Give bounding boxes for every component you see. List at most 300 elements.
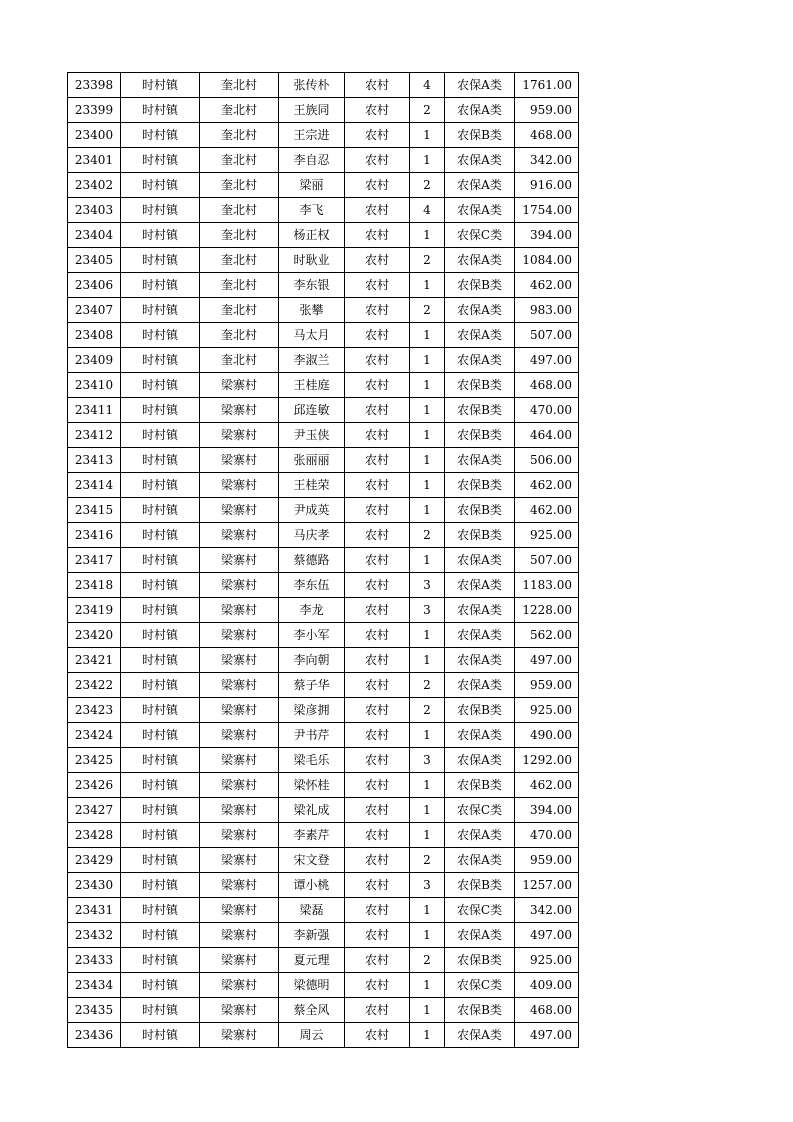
amount-cell: 464.00 xyxy=(515,423,579,448)
record-id-cell: 23431 xyxy=(68,898,121,923)
table-row xyxy=(68,673,579,698)
amount-cell: 394.00 xyxy=(515,223,579,248)
person-name-cell: 尹玉侠 xyxy=(279,423,345,448)
person-name-cell: 夏元理 xyxy=(279,948,345,973)
record-id-cell: 23401 xyxy=(68,148,121,173)
member-count-cell: 2 xyxy=(410,848,445,873)
household-type-cell: 农村 xyxy=(345,523,410,548)
record-id-cell: 23435 xyxy=(68,998,121,1023)
village-name-cell: 奎北村 xyxy=(200,198,279,223)
amount-cell: 959.00 xyxy=(515,848,579,873)
table-row xyxy=(68,723,579,748)
table-row xyxy=(68,248,579,273)
amount-cell: 1292.00 xyxy=(515,748,579,773)
insurance-category-cell: 农保B类 xyxy=(445,123,515,148)
member-count-cell: 1 xyxy=(410,123,445,148)
record-id-cell: 23419 xyxy=(68,598,121,623)
village-name-cell: 梁寨村 xyxy=(200,423,279,448)
member-count-cell: 1 xyxy=(410,798,445,823)
village-name-cell: 梁寨村 xyxy=(200,673,279,698)
household-type-cell: 农村 xyxy=(345,248,410,273)
household-type-cell: 农村 xyxy=(345,198,410,223)
table-row xyxy=(68,548,579,573)
person-name-cell: 宋文登 xyxy=(279,848,345,873)
member-count-cell: 1 xyxy=(410,923,445,948)
amount-cell: 490.00 xyxy=(515,723,579,748)
member-count-cell: 3 xyxy=(410,873,445,898)
insurance-category-cell: 农保A类 xyxy=(445,198,515,223)
record-id-cell: 23424 xyxy=(68,723,121,748)
member-count-cell: 1 xyxy=(410,623,445,648)
member-count-cell: 1 xyxy=(410,648,445,673)
household-type-cell: 农村 xyxy=(345,648,410,673)
village-name-cell: 奎北村 xyxy=(200,73,279,98)
town-name-cell: 时村镇 xyxy=(121,823,200,848)
record-id-cell: 23427 xyxy=(68,798,121,823)
household-type-cell: 农村 xyxy=(345,448,410,473)
town-name-cell: 时村镇 xyxy=(121,873,200,898)
record-id-cell: 23399 xyxy=(68,98,121,123)
member-count-cell: 2 xyxy=(410,248,445,273)
village-name-cell: 奎北村 xyxy=(200,173,279,198)
person-name-cell: 梁礼成 xyxy=(279,798,345,823)
insurance-category-cell: 农保B类 xyxy=(445,523,515,548)
insurance-category-cell: 农保B类 xyxy=(445,948,515,973)
amount-cell: 342.00 xyxy=(515,148,579,173)
insurance-category-cell: 农保B类 xyxy=(445,498,515,523)
village-name-cell: 梁寨村 xyxy=(200,573,279,598)
village-name-cell: 梁寨村 xyxy=(200,873,279,898)
insurance-category-cell: 农保C类 xyxy=(445,798,515,823)
record-id-cell: 23422 xyxy=(68,673,121,698)
person-name-cell: 蔡德路 xyxy=(279,548,345,573)
town-name-cell: 时村镇 xyxy=(121,423,200,448)
household-type-cell: 农村 xyxy=(345,623,410,648)
amount-cell: 342.00 xyxy=(515,898,579,923)
record-id-cell: 23426 xyxy=(68,773,121,798)
record-id-cell: 23416 xyxy=(68,523,121,548)
record-id-cell: 23407 xyxy=(68,298,121,323)
village-name-cell: 梁寨村 xyxy=(200,473,279,498)
insurance-category-cell: 农保A类 xyxy=(445,723,515,748)
person-name-cell: 梁彦拥 xyxy=(279,698,345,723)
person-name-cell: 梁磊 xyxy=(279,898,345,923)
member-count-cell: 1 xyxy=(410,548,445,573)
insurance-category-cell: 农保A类 xyxy=(445,1023,515,1048)
record-id-cell: 23408 xyxy=(68,323,121,348)
amount-cell: 1761.00 xyxy=(515,73,579,98)
household-type-cell: 农村 xyxy=(345,698,410,723)
record-id-cell: 23415 xyxy=(68,498,121,523)
record-id-cell: 23403 xyxy=(68,198,121,223)
village-name-cell: 梁寨村 xyxy=(200,523,279,548)
insurance-category-cell: 农保B类 xyxy=(445,773,515,798)
table-body xyxy=(68,73,579,1048)
amount-cell: 1084.00 xyxy=(515,248,579,273)
amount-cell: 959.00 xyxy=(515,98,579,123)
record-id-cell: 23417 xyxy=(68,548,121,573)
table-row xyxy=(68,273,579,298)
household-type-cell: 农村 xyxy=(345,173,410,198)
town-name-cell: 时村镇 xyxy=(121,973,200,998)
household-type-cell: 农村 xyxy=(345,773,410,798)
member-count-cell: 1 xyxy=(410,498,445,523)
person-name-cell: 张传朴 xyxy=(279,73,345,98)
amount-cell: 468.00 xyxy=(515,123,579,148)
town-name-cell: 时村镇 xyxy=(121,598,200,623)
household-type-cell: 农村 xyxy=(345,423,410,448)
table-row xyxy=(68,923,579,948)
person-name-cell: 李素芹 xyxy=(279,823,345,848)
person-name-cell: 邱连敏 xyxy=(279,398,345,423)
insurance-category-cell: 农保A类 xyxy=(445,248,515,273)
amount-cell: 959.00 xyxy=(515,673,579,698)
insurance-category-cell: 农保A类 xyxy=(445,823,515,848)
person-name-cell: 王桂庭 xyxy=(279,373,345,398)
household-type-cell: 农村 xyxy=(345,573,410,598)
person-name-cell: 杨正权 xyxy=(279,223,345,248)
insurance-category-cell: 农保A类 xyxy=(445,323,515,348)
table-row xyxy=(68,498,579,523)
record-id-cell: 23409 xyxy=(68,348,121,373)
town-name-cell: 时村镇 xyxy=(121,998,200,1023)
village-name-cell: 梁寨村 xyxy=(200,798,279,823)
amount-cell: 462.00 xyxy=(515,498,579,523)
record-id-cell: 23423 xyxy=(68,698,121,723)
member-count-cell: 1 xyxy=(410,773,445,798)
table-row xyxy=(68,423,579,448)
town-name-cell: 时村镇 xyxy=(121,473,200,498)
village-name-cell: 梁寨村 xyxy=(200,598,279,623)
village-name-cell: 梁寨村 xyxy=(200,898,279,923)
village-name-cell: 奎北村 xyxy=(200,323,279,348)
table-row xyxy=(68,798,579,823)
person-name-cell: 李自忍 xyxy=(279,148,345,173)
insurance-category-cell: 农保B类 xyxy=(445,873,515,898)
town-name-cell: 时村镇 xyxy=(121,98,200,123)
table-row xyxy=(68,598,579,623)
table-row xyxy=(68,648,579,673)
town-name-cell: 时村镇 xyxy=(121,1023,200,1048)
village-name-cell: 梁寨村 xyxy=(200,998,279,1023)
household-type-cell: 农村 xyxy=(345,473,410,498)
amount-cell: 1183.00 xyxy=(515,573,579,598)
village-name-cell: 奎北村 xyxy=(200,248,279,273)
record-id-cell: 23436 xyxy=(68,1023,121,1048)
table-row xyxy=(68,573,579,598)
town-name-cell: 时村镇 xyxy=(121,223,200,248)
household-type-cell: 农村 xyxy=(345,723,410,748)
household-type-cell: 农村 xyxy=(345,273,410,298)
village-name-cell: 梁寨村 xyxy=(200,398,279,423)
amount-cell: 497.00 xyxy=(515,348,579,373)
town-name-cell: 时村镇 xyxy=(121,123,200,148)
person-name-cell: 王桂荣 xyxy=(279,473,345,498)
household-type-cell: 农村 xyxy=(345,1023,410,1048)
member-count-cell: 1 xyxy=(410,723,445,748)
record-id-cell: 23414 xyxy=(68,473,121,498)
village-name-cell: 梁寨村 xyxy=(200,373,279,398)
village-name-cell: 梁寨村 xyxy=(200,548,279,573)
insurance-category-cell: 农保A类 xyxy=(445,548,515,573)
table-row xyxy=(68,623,579,648)
insurance-category-cell: 农保A类 xyxy=(445,923,515,948)
person-name-cell: 尹成英 xyxy=(279,498,345,523)
insurance-category-cell: 农保A类 xyxy=(445,348,515,373)
person-name-cell: 李淑兰 xyxy=(279,348,345,373)
insurance-category-cell: 农保C类 xyxy=(445,223,515,248)
household-type-cell: 农村 xyxy=(345,498,410,523)
village-name-cell: 梁寨村 xyxy=(200,623,279,648)
record-id-cell: 23420 xyxy=(68,623,121,648)
insurance-category-cell: 农保C类 xyxy=(445,898,515,923)
amount-cell: 1228.00 xyxy=(515,598,579,623)
amount-cell: 925.00 xyxy=(515,698,579,723)
amount-cell: 507.00 xyxy=(515,323,579,348)
household-type-cell: 农村 xyxy=(345,848,410,873)
town-name-cell: 时村镇 xyxy=(121,723,200,748)
table-row xyxy=(68,323,579,348)
member-count-cell: 1 xyxy=(410,273,445,298)
record-id-cell: 23402 xyxy=(68,173,121,198)
town-name-cell: 时村镇 xyxy=(121,573,200,598)
village-name-cell: 奎北村 xyxy=(200,98,279,123)
insurance-category-cell: 农保B类 xyxy=(445,473,515,498)
record-id-cell: 23404 xyxy=(68,223,121,248)
household-type-cell: 农村 xyxy=(345,823,410,848)
person-name-cell: 李新强 xyxy=(279,923,345,948)
amount-cell: 983.00 xyxy=(515,298,579,323)
member-count-cell: 1 xyxy=(410,323,445,348)
household-type-cell: 农村 xyxy=(345,948,410,973)
person-name-cell: 梁毛乐 xyxy=(279,748,345,773)
village-name-cell: 奎北村 xyxy=(200,298,279,323)
member-count-cell: 1 xyxy=(410,223,445,248)
household-type-cell: 农村 xyxy=(345,73,410,98)
household-type-cell: 农村 xyxy=(345,373,410,398)
town-name-cell: 时村镇 xyxy=(121,148,200,173)
person-name-cell: 王族同 xyxy=(279,98,345,123)
table-row xyxy=(68,173,579,198)
record-id-cell: 23400 xyxy=(68,123,121,148)
village-name-cell: 奎北村 xyxy=(200,348,279,373)
amount-cell: 409.00 xyxy=(515,973,579,998)
village-name-cell: 梁寨村 xyxy=(200,748,279,773)
record-id-cell: 23428 xyxy=(68,823,121,848)
household-type-cell: 农村 xyxy=(345,673,410,698)
member-count-cell: 1 xyxy=(410,148,445,173)
town-name-cell: 时村镇 xyxy=(121,173,200,198)
village-name-cell: 梁寨村 xyxy=(200,723,279,748)
town-name-cell: 时村镇 xyxy=(121,498,200,523)
town-name-cell: 时村镇 xyxy=(121,198,200,223)
person-name-cell: 蔡全风 xyxy=(279,998,345,1023)
table-row xyxy=(68,198,579,223)
town-name-cell: 时村镇 xyxy=(121,373,200,398)
village-name-cell: 梁寨村 xyxy=(200,823,279,848)
village-name-cell: 梁寨村 xyxy=(200,773,279,798)
member-count-cell: 3 xyxy=(410,573,445,598)
person-name-cell: 李东伍 xyxy=(279,573,345,598)
town-name-cell: 时村镇 xyxy=(121,298,200,323)
record-id-cell: 23433 xyxy=(68,948,121,973)
village-name-cell: 梁寨村 xyxy=(200,848,279,873)
member-count-cell: 2 xyxy=(410,698,445,723)
insurance-category-cell: 农保B类 xyxy=(445,398,515,423)
insurance-category-cell: 农保B类 xyxy=(445,273,515,298)
amount-cell: 394.00 xyxy=(515,798,579,823)
table-row xyxy=(68,298,579,323)
person-name-cell: 张丽丽 xyxy=(279,448,345,473)
town-name-cell: 时村镇 xyxy=(121,523,200,548)
amount-cell: 925.00 xyxy=(515,948,579,973)
village-name-cell: 梁寨村 xyxy=(200,923,279,948)
village-name-cell: 梁寨村 xyxy=(200,648,279,673)
record-id-cell: 23398 xyxy=(68,73,121,98)
insurance-category-cell: 农保B类 xyxy=(445,423,515,448)
amount-cell: 562.00 xyxy=(515,623,579,648)
village-name-cell: 梁寨村 xyxy=(200,498,279,523)
amount-cell: 468.00 xyxy=(515,998,579,1023)
person-name-cell: 李小军 xyxy=(279,623,345,648)
insurance-category-cell: 农保A类 xyxy=(445,748,515,773)
insurance-category-cell: 农保A类 xyxy=(445,648,515,673)
insurance-category-cell: 农保A类 xyxy=(445,298,515,323)
table-row xyxy=(68,348,579,373)
table-row xyxy=(68,123,579,148)
person-name-cell: 时耿业 xyxy=(279,248,345,273)
person-name-cell: 尹书芹 xyxy=(279,723,345,748)
household-type-cell: 农村 xyxy=(345,123,410,148)
person-name-cell: 蔡子华 xyxy=(279,673,345,698)
household-type-cell: 农村 xyxy=(345,923,410,948)
record-id-cell: 23405 xyxy=(68,248,121,273)
household-type-cell: 农村 xyxy=(345,973,410,998)
household-type-cell: 农村 xyxy=(345,598,410,623)
insurance-category-cell: 农保A类 xyxy=(445,173,515,198)
member-count-cell: 4 xyxy=(410,198,445,223)
household-type-cell: 农村 xyxy=(345,348,410,373)
insurance-category-cell: 农保A类 xyxy=(445,623,515,648)
table-row xyxy=(68,1023,579,1048)
table-row xyxy=(68,873,579,898)
member-count-cell: 4 xyxy=(410,73,445,98)
member-count-cell: 2 xyxy=(410,673,445,698)
amount-cell: 916.00 xyxy=(515,173,579,198)
household-type-cell: 农村 xyxy=(345,148,410,173)
member-count-cell: 1 xyxy=(410,423,445,448)
table-row xyxy=(68,948,579,973)
amount-cell: 925.00 xyxy=(515,523,579,548)
member-count-cell: 1 xyxy=(410,898,445,923)
household-type-cell: 农村 xyxy=(345,323,410,348)
amount-cell: 468.00 xyxy=(515,373,579,398)
person-name-cell: 梁怀桂 xyxy=(279,773,345,798)
insurance-category-cell: 农保A类 xyxy=(445,148,515,173)
amount-cell: 497.00 xyxy=(515,648,579,673)
table-row xyxy=(68,998,579,1023)
amount-cell: 506.00 xyxy=(515,448,579,473)
member-count-cell: 1 xyxy=(410,473,445,498)
table-row xyxy=(68,773,579,798)
village-name-cell: 奎北村 xyxy=(200,223,279,248)
insurance-category-cell: 农保A类 xyxy=(445,573,515,598)
person-name-cell: 梁德明 xyxy=(279,973,345,998)
table-row xyxy=(68,473,579,498)
insurance-category-cell: 农保A类 xyxy=(445,98,515,123)
town-name-cell: 时村镇 xyxy=(121,923,200,948)
record-id-cell: 23411 xyxy=(68,398,121,423)
amount-cell: 462.00 xyxy=(515,773,579,798)
member-count-cell: 2 xyxy=(410,523,445,548)
household-type-cell: 农村 xyxy=(345,748,410,773)
household-type-cell: 农村 xyxy=(345,873,410,898)
household-type-cell: 农村 xyxy=(345,998,410,1023)
amount-cell: 1754.00 xyxy=(515,198,579,223)
record-id-cell: 23421 xyxy=(68,648,121,673)
village-name-cell: 梁寨村 xyxy=(200,1023,279,1048)
record-id-cell: 23432 xyxy=(68,923,121,948)
village-name-cell: 奎北村 xyxy=(200,273,279,298)
person-name-cell: 李龙 xyxy=(279,598,345,623)
insurance-category-cell: 农保A类 xyxy=(445,73,515,98)
town-name-cell: 时村镇 xyxy=(121,248,200,273)
record-id-cell: 23412 xyxy=(68,423,121,448)
member-count-cell: 1 xyxy=(410,998,445,1023)
record-id-cell: 23430 xyxy=(68,873,121,898)
town-name-cell: 时村镇 xyxy=(121,73,200,98)
town-name-cell: 时村镇 xyxy=(121,698,200,723)
village-name-cell: 奎北村 xyxy=(200,123,279,148)
household-type-cell: 农村 xyxy=(345,398,410,423)
member-count-cell: 1 xyxy=(410,973,445,998)
insurance-category-cell: 农保B类 xyxy=(445,698,515,723)
records-table xyxy=(67,72,579,1048)
member-count-cell: 1 xyxy=(410,398,445,423)
amount-cell: 470.00 xyxy=(515,398,579,423)
table-row xyxy=(68,698,579,723)
table-row xyxy=(68,148,579,173)
town-name-cell: 时村镇 xyxy=(121,448,200,473)
town-name-cell: 时村镇 xyxy=(121,273,200,298)
person-name-cell: 马庆孝 xyxy=(279,523,345,548)
member-count-cell: 2 xyxy=(410,298,445,323)
member-count-cell: 2 xyxy=(410,173,445,198)
village-name-cell: 梁寨村 xyxy=(200,448,279,473)
town-name-cell: 时村镇 xyxy=(121,623,200,648)
table-row xyxy=(68,848,579,873)
town-name-cell: 时村镇 xyxy=(121,748,200,773)
town-name-cell: 时村镇 xyxy=(121,848,200,873)
person-name-cell: 周云 xyxy=(279,1023,345,1048)
member-count-cell: 1 xyxy=(410,1023,445,1048)
insurance-category-cell: 农保B类 xyxy=(445,373,515,398)
village-name-cell: 梁寨村 xyxy=(200,698,279,723)
record-id-cell: 23434 xyxy=(68,973,121,998)
person-name-cell: 李向朝 xyxy=(279,648,345,673)
insurance-category-cell: 农保A类 xyxy=(445,598,515,623)
amount-cell: 497.00 xyxy=(515,1023,579,1048)
table-row xyxy=(68,448,579,473)
person-name-cell: 李飞 xyxy=(279,198,345,223)
member-count-cell: 1 xyxy=(410,448,445,473)
household-type-cell: 农村 xyxy=(345,898,410,923)
town-name-cell: 时村镇 xyxy=(121,548,200,573)
village-name-cell: 梁寨村 xyxy=(200,948,279,973)
town-name-cell: 时村镇 xyxy=(121,948,200,973)
town-name-cell: 时村镇 xyxy=(121,673,200,698)
person-name-cell: 张攀 xyxy=(279,298,345,323)
